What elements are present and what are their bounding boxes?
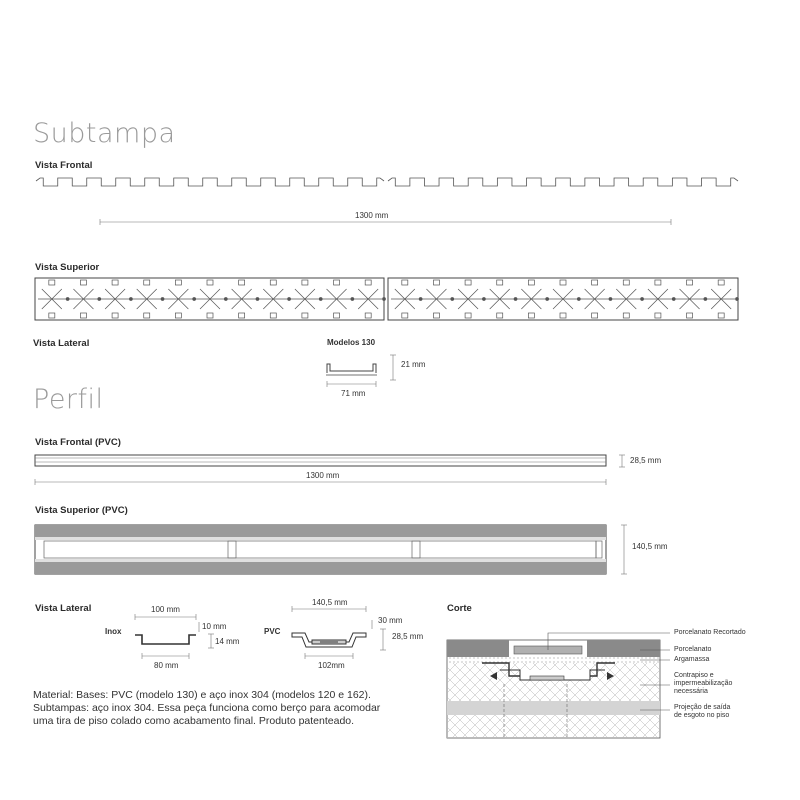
subtampa-vista-superior-label: Vista Superior — [35, 262, 100, 273]
legend-contrapiso-3: necessária — [674, 688, 708, 695]
corte-title: Corte — [447, 603, 472, 614]
perfil-superior-width-dim: 140,5 mm — [632, 542, 668, 551]
superior-dot — [736, 298, 739, 301]
perfil-vista-lateral-label: Vista Lateral — [35, 603, 92, 614]
pvc-label: PVC — [264, 627, 281, 636]
pvc-profile — [292, 633, 366, 647]
inox-bottom-dim: 80 mm — [154, 661, 179, 670]
pvc-bottom-dim: 102mm — [318, 661, 345, 670]
perfil-frontal-view — [35, 455, 606, 466]
pvc-lip-dim: 30 mm — [378, 616, 403, 625]
corte-section — [447, 640, 660, 738]
subtampa-title: Subtampa — [33, 118, 176, 149]
subtampa-frontal-right — [388, 178, 738, 186]
perfil-superior-dims — [621, 525, 627, 574]
pvc-height-dim: 28,5 mm — [392, 632, 424, 641]
subtampa-length-dim: 1300 mm — [355, 211, 389, 220]
subtampa-width-dim: 71 mm — [341, 389, 366, 398]
material-line-1: Material: Bases: PVC (modelo 130) e aço inox 304 (modelos 120 e 162). — [33, 689, 371, 701]
legend-contrapiso-2: impermeabilização — [674, 680, 733, 687]
legend-argamassa: Argamassa — [674, 656, 710, 663]
subtampa-vista-lateral-label: Vista Lateral — [33, 338, 90, 349]
material-line-2: Subtampas: aço inox 304. Essa peça funciona como berço para acomodar — [33, 702, 381, 714]
inox-dims — [135, 614, 214, 659]
perfil-vista-superior-label: Vista Superior (PVC) — [35, 505, 128, 516]
perfil-superior-view — [35, 525, 606, 574]
perfil-title: Perfil — [33, 384, 104, 415]
inox-top-dim: 100 mm — [151, 605, 180, 614]
perfil-vista-frontal-label: Vista Frontal (PVC) — [35, 437, 121, 448]
pvc-dims — [292, 606, 386, 659]
inox-lip-dim: 10 mm — [202, 622, 227, 631]
perfil-length-dim: 1300 mm — [306, 471, 340, 480]
subtampa-modelos-label: Modelos 130 — [327, 338, 376, 347]
pvc-top-dim: 140,5 mm — [312, 598, 348, 607]
legend-projecao-1: Projeção de saída — [674, 704, 731, 711]
subtampa-height-dim: 21 mm — [401, 360, 426, 369]
subtampa-frontal-left — [36, 178, 384, 186]
perfil-frontal-height-dim: 28,5 mm — [630, 456, 662, 465]
superior-dot — [383, 298, 386, 301]
legend-projecao-2: de esgoto no piso — [674, 712, 730, 719]
subtampa-length-dimension — [100, 219, 671, 225]
subtampa-vista-frontal-label: Vista Frontal — [35, 160, 93, 171]
legend-contrapiso-1: Contrapiso e — [674, 672, 714, 679]
legend-porcelanato-recortado: Porcelanato Recortado — [674, 629, 746, 636]
material-line-3: uma tira de piso colado como acabamento final. Produto patenteado. — [33, 715, 355, 727]
inox-height-dim: 14 mm — [215, 637, 240, 646]
subtampa-frontal-view — [36, 178, 738, 186]
legend-porcelanato: Porcelanato — [674, 646, 712, 653]
subtampa-lateral-view — [326, 364, 377, 375]
subtampa-superior-view — [35, 278, 739, 320]
inox-profile — [135, 635, 196, 644]
inox-label: Inox — [105, 627, 122, 636]
